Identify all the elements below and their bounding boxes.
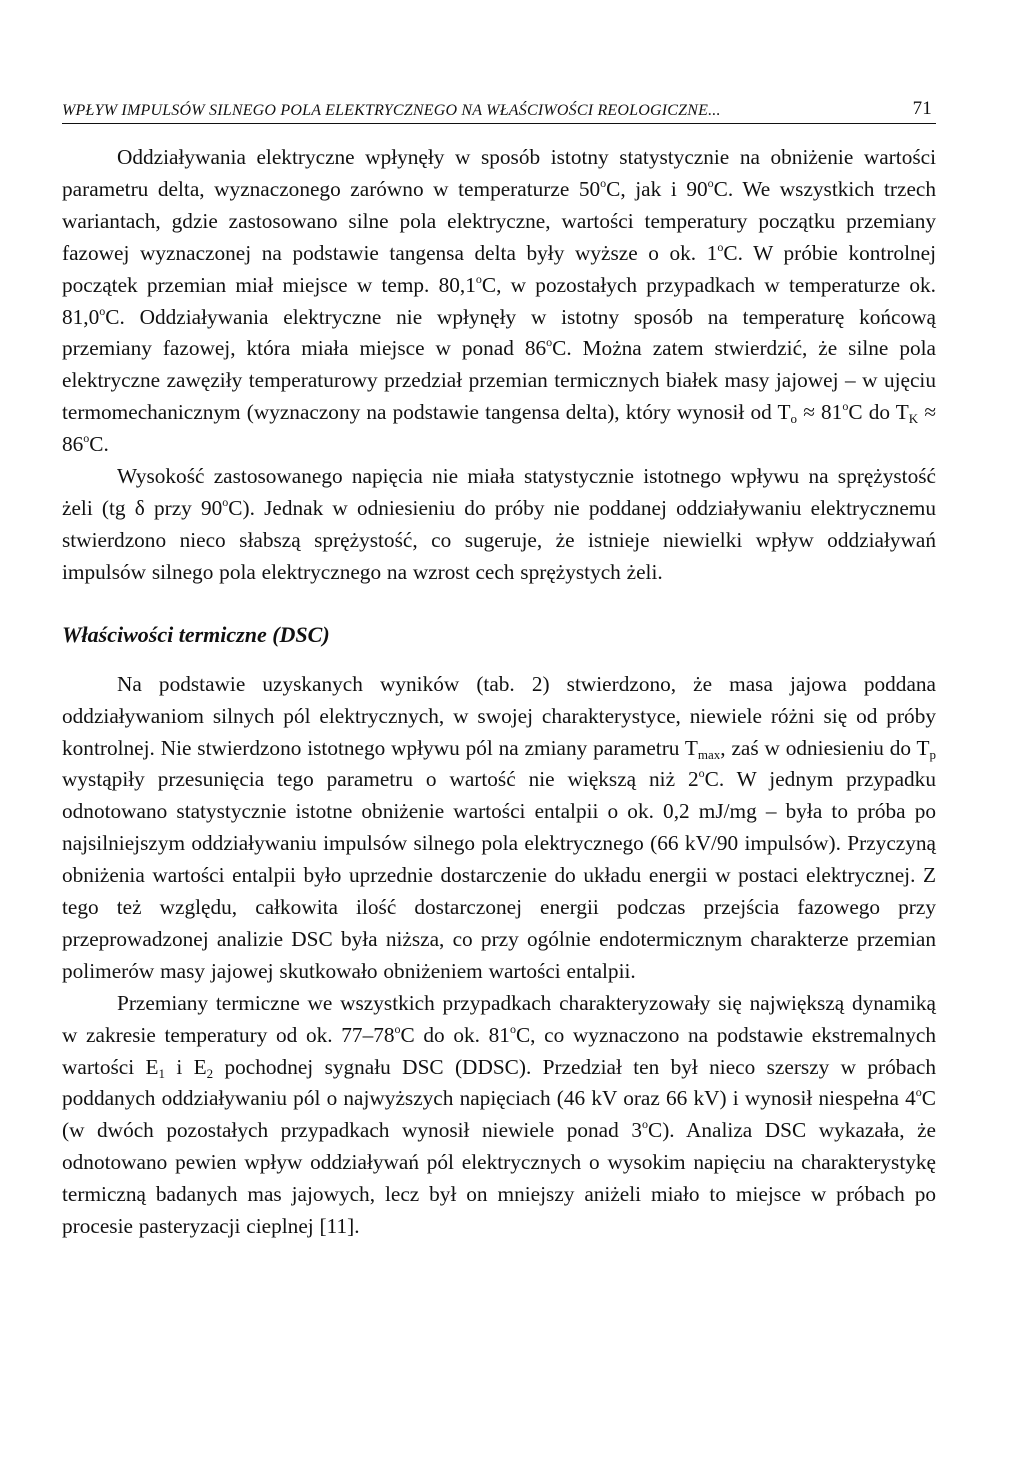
paragraph-dsc-results: Na podstawie uzyskanych wyników (tab. 2) stwierdzono, że masa jajowa poddana oddziaływaniom silnych pól elektrycznych, w swojej charakterystyce, niewiele różni się od próby kontrolnej. Nie stwierdzono istotnego wpływu pól na zmiany parametru $T_{max}$, zaś w odniesieniu do $T_p$ wystąpiły przesunięcia tego parametru o wartość nie większą niż 2$^o$C. W jednym przypadku odnotowano statystycznie istotne obniżenie wartości entalpii o ok. 0,2 mJ/mg – była to próba po najsilniejszym oddziaływaniu impulsów silnego pola elektrycznego (66 kV/90 impulsów). Przyczyną obniżenia wartości entalpii było uprzednie dostarczenie do układu energii w postaci elektrycznej. Z tego też względu, całkowita ilość dostarczonej energii podczas przejścia fazowego przy przeprowadzonej analizie DSC była niższa, co przy ogólnie endotermicznym charakterze przemian polimerów masy jajowej skutkowało obniżeniem wartości entalpii. <box>62 671 936 983</box>
document-page <box>62 98 936 1243</box>
paragraph-thermal-transitions: Przemiany termiczne we wszystkich przypadkach charakteryzowały się największą dynamiką w zakresie temperatury od ok. 77–78$^o$C do ok. 81$^o$C, co wyznaczono na podstawie ekstremalnych wartości $E_1$ i $E_2$ pochodnej sygnału DSC (DDSC). Przedział ten był nieco szerszy w próbach poddanych oddziaływaniu pól o najwyższych napięciach (46 kV oraz 66 kV) i wynosił niespełna 4$^o$C (w dwóch pozostałych przypadkach wynosił niewiele ponad 3$^o$C). Analiza DSC wykazała, że odnotowano pewien wpływ oddziaływań pól elektrycznych o wysokim napięciu na charakterystykę termiczną badanych mas jajowych, lecz był on mniejszy aniżeli miało to miejsce w próbach po procesie pasteryzacji cieplnej [11]. <box>62 990 936 1239</box>
paragraph-rheology-delta: Oddziaływania elektryczne wpłynęły w sposób istotny statystycznie na obniżenie wartości parametru delta, wyznaczonego zarówno w temperaturze 50$^o$C, jak i 90$^o$C. We wszystkich trzech wariantach, gdzie zastosowano silne pola elektryczne, wartości temperatury początku przemiany fazowej wyznaczonej na podstawie tangensa delta były wyższe o ok. 1$^o$C. W próbie kontrolnej początek przemian miał miejsce w temp. 80,1$^o$C, w pozostałych przypadkach w temperaturze ok. 81,0$^o$C. Oddziaływania elektryczne nie wpłynęły w istotny sposób na temperaturę końcową przemiany fazowej, która miała miejsce w ponad 86$^o$C. Można zatem stwierdzić, że silne pola elektryczne zawęziły temperaturowy przedział przemian termicznych białek masy jajowej – w ujęciu termomechanicznym (wyznaczony na podstawie tangensa delta), który wynosił od $T_o \approx 81^oC$ do $T_K \approx 86^oC$. <box>62 145 937 457</box>
section-heading-dsc: Właściwości termiczne (DSC) <box>62 621 330 647</box>
page-number: 71 <box>912 98 932 119</box>
paragraph-gel-elasticity: Wysokość zastosowanego napięcia nie miała statystycznie istotnego wpływu na sprężystość żeli (tg δ przy 90$^o$C). Jednak w odniesieniu do próby nie poddanej oddziaływaniu elektrycznemu stwierdzono nieco słabszą sprężystość, co sugeruje, że istnieje niewielki wpływ oddziaływań impulsów silnego pola elektrycznego na wzrost cech sprężystych żeli. <box>62 464 936 584</box>
running-header <box>62 98 936 124</box>
running-title: WPŁYW IMPULSÓW SILNEGO POLA ELEKTRYCZNEGO NA WŁAŚCIWOŚCI REOLOGICZNE... <box>62 102 721 119</box>
